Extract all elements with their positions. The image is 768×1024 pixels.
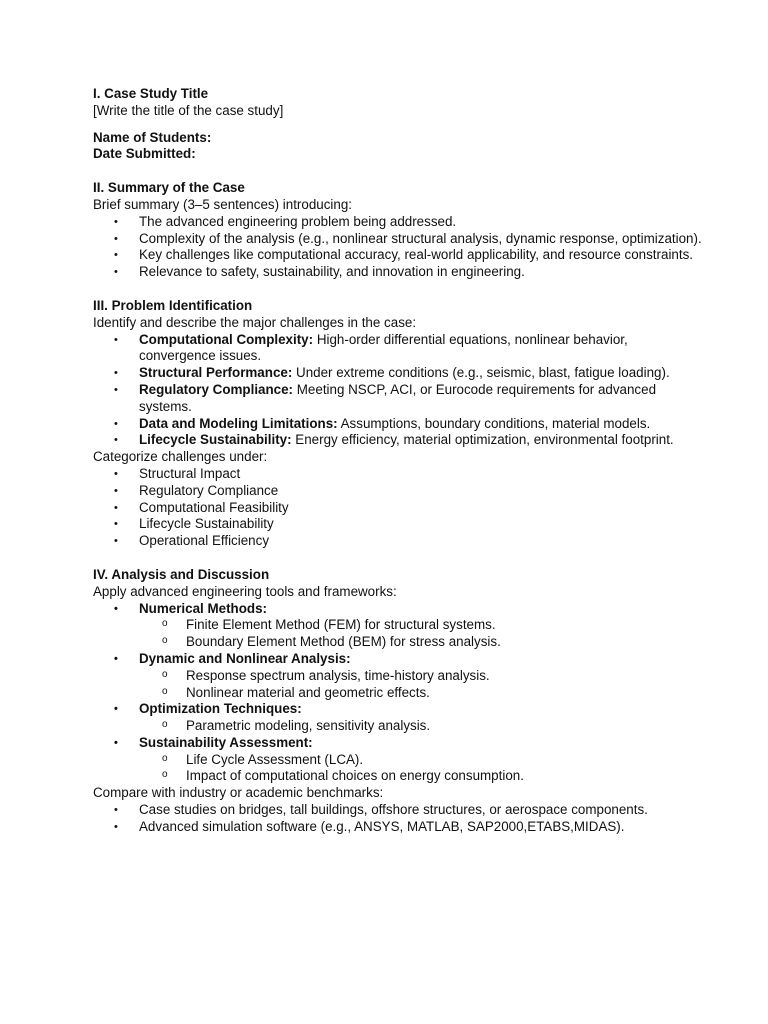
list-item — [93, 382, 693, 416]
compare-intro: Compare with industry or academic benchmarks: — [93, 785, 384, 801]
challenge-text-continued: systems. — [139, 398, 192, 414]
name-of-students-label: Name of Students: — [93, 129, 212, 145]
analysis-intro: Apply advanced engineering tools and frameworks: — [93, 583, 397, 599]
categories-list — [93, 466, 693, 550]
sub-list-item: o Impact of computational choices on energy consumption. — [93, 768, 693, 785]
list-item: • Complexity of the analysis (e.g., nonlinear structural analysis, dynamic response, optimization). — [93, 231, 693, 248]
list-item — [93, 416, 693, 433]
challenge-text: Under extreme conditions (e.g., seismic, blast, fatigue loading). — [296, 365, 670, 381]
list-item — [93, 365, 693, 382]
sub-list-item: o Finite Element Method (FEM) for structural systems. — [93, 617, 693, 634]
list-item: • Case studies on bridges, tall buildings, offshore structures, or aerospace components. — [93, 802, 693, 819]
list-item: • Computational Feasibility — [93, 500, 693, 517]
section-title-problem-identification: III. Problem Identification — [93, 297, 253, 313]
spacer — [93, 550, 693, 567]
section-title-analysis: IV. Analysis and Discussion — [93, 566, 270, 582]
group-label-sustainability: • Sustainability Assessment: — [93, 735, 693, 752]
problem-intro: Identify and describe the major challenges in the case: — [93, 314, 417, 330]
list-item — [93, 432, 693, 449]
case-title-placeholder: [Write the title of the case study] — [93, 102, 284, 118]
list-item: • Lifecycle Sustainability — [93, 516, 693, 533]
group-label-dynamic-nonlinear: • Dynamic and Nonlinear Analysis: — [93, 651, 693, 668]
group-label-numerical-methods: • Numerical Methods: — [93, 601, 693, 618]
analysis-list — [93, 601, 693, 786]
challenge-text: Energy efficiency, material optimization, environmental footprint. — [295, 432, 674, 448]
sub-list-item: o Response spectrum analysis, time-history analysis. — [93, 668, 693, 685]
sub-list-item: o Boundary Element Method (BEM) for stress analysis. — [93, 634, 693, 651]
challenge-label: Structural Performance: — [139, 365, 293, 381]
summary-intro: Brief summary (3–5 sentences) introducing: — [93, 196, 352, 212]
section-title-summary: II. Summary of the Case — [93, 180, 245, 196]
benchmarks-list — [93, 802, 693, 836]
list-item: • Regulatory Compliance — [93, 483, 693, 500]
section-title-case-study: I. Case Study Title — [93, 86, 209, 101]
summary-list — [93, 213, 702, 281]
group-label-optimization: • Optimization Techniques: — [93, 701, 693, 718]
challenges-list — [93, 332, 693, 450]
challenge-text: High-order differential equations, nonlinear behavior, — [316, 331, 628, 347]
categorize-intro: Categorize challenges under: — [93, 449, 268, 465]
challenge-label: Computational Complexity: — [139, 331, 314, 347]
date-submitted-label: Date Submitted: — [93, 146, 196, 162]
challenge-label: Data and Modeling Limitations: — [139, 415, 338, 431]
challenge-text-continued: convergence issues. — [139, 348, 262, 364]
challenge-text: Assumptions, boundary conditions, material models. — [340, 415, 651, 431]
sub-list-item: o Nonlinear material and geometric effects. — [93, 685, 693, 702]
list-item — [93, 332, 693, 366]
sub-list-item: o Parametric modeling, sensitivity analysis. — [93, 718, 693, 735]
list-item: • Advanced simulation software (e.g., ANSYS, MATLAB, SAP2000,ETABS,MIDAS). — [93, 819, 693, 836]
challenge-label: Lifecycle Sustainability: — [139, 432, 292, 448]
list-item: • Operational Efficiency — [93, 533, 693, 550]
list-item: • The advanced engineering problem being addressed. — [93, 214, 693, 231]
document-page — [93, 86, 702, 836]
spacer — [93, 281, 693, 298]
challenge-label: Regulatory Compliance: — [139, 381, 294, 397]
list-item: • Key challenges like computational accuracy, real-world applicability, and resource constraints. — [93, 247, 693, 264]
spacer — [93, 163, 693, 180]
list-item: • Structural Impact — [93, 466, 693, 483]
spacer — [93, 120, 693, 130]
challenge-text: Meeting NSCP, ACI, or Eurocode requirements for advanced — [296, 381, 657, 397]
list-item: • Relevance to safety, sustainability, and innovation in engineering. — [93, 264, 693, 281]
sub-list-item: o Life Cycle Assessment (LCA). — [93, 752, 693, 769]
